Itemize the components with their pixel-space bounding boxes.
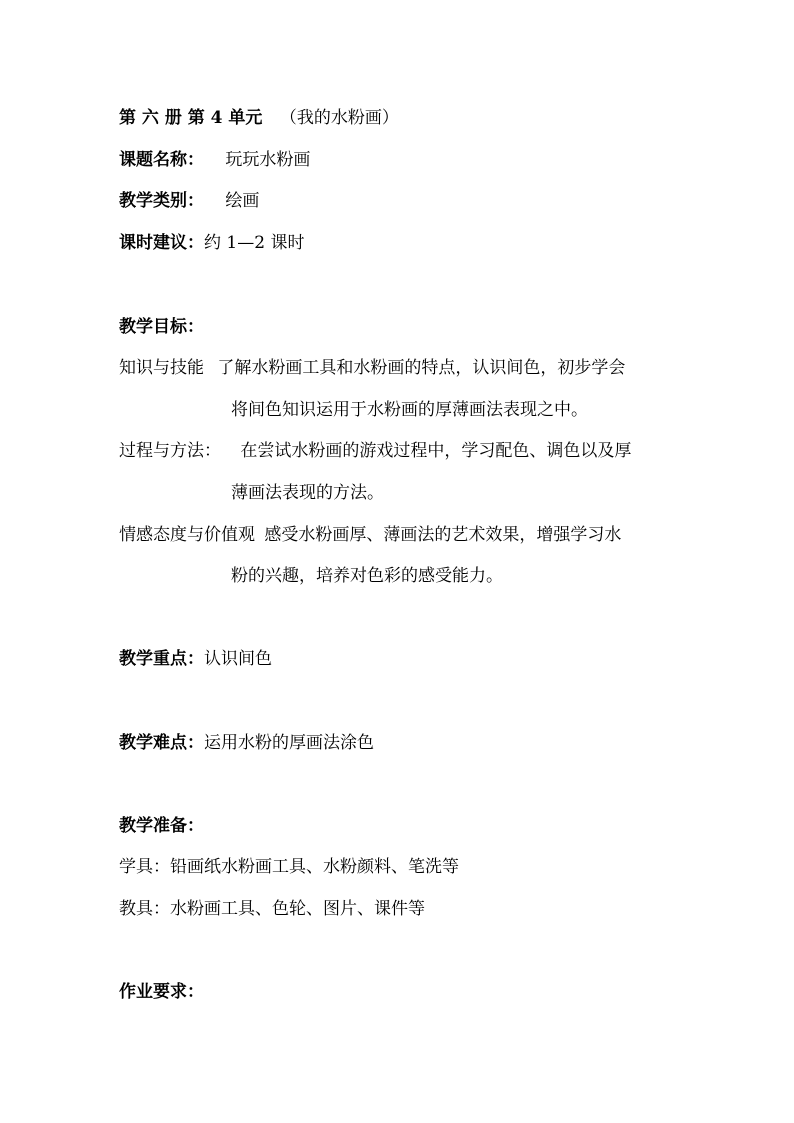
student-tools-value: 铅画纸水粉画工具、水粉颜料、笔洗等 [170,857,459,877]
knowledge-text-cont: 将间色知识运用于水粉画的厚薄画法表现之中。 [231,400,588,420]
difficulty-row [119,733,374,753]
hours-label: 课时建议： [119,233,204,253]
homework-heading: 作业要求： [119,982,204,1002]
process-label: 过程与方法： [119,441,221,461]
knowledge-row [119,358,625,378]
difficulty-value: 运用水粉的厚画法涂色 [204,733,374,753]
category-value: 绘画 [225,191,260,211]
key-point-label: 教学重点： [119,649,204,669]
category-row [119,191,259,211]
knowledge-text: 了解水粉画工具和水粉画的特点，认识间色，初步学会 [217,358,626,378]
book-unit-label: 第 六 册 第 4 单元 [119,108,263,128]
emotion-text: 感受水粉画厚、薄画法的艺术效果，增强学习水 [264,525,622,545]
key-point-value: 认识间色 [204,649,272,669]
topic-label: 课题名称： [119,150,204,170]
topic-value: 玩玩水粉画 [225,150,311,170]
emotion-row [119,525,621,545]
topic-row [119,150,310,170]
emotion-label: 情感态度与价值观 [119,525,255,545]
unit-header [119,108,399,128]
unit-name: （我的水粉画） [279,108,399,128]
key-point-row [119,649,272,669]
teacher-tools-label: 教具： [119,899,170,919]
process-text: 在尝试水粉画的游戏过程中，学习配色、调色以及厚 [240,441,632,461]
teacher-tools-value: 水粉画工具、色轮、图片、课件等 [170,899,425,919]
process-row [119,441,631,461]
teacher-tools-row [119,899,425,919]
knowledge-label: 知识与技能 [119,358,204,378]
category-label: 教学类别： [119,191,204,211]
objectives-heading: 教学目标： [119,317,204,337]
hours-value: 约 1—2 课时 [204,233,305,253]
hours-row [119,233,304,253]
preparation-heading: 教学准备： [119,816,204,836]
student-tools-row [119,857,459,877]
student-tools-label: 学具： [119,857,170,877]
difficulty-label: 教学难点： [119,733,204,753]
process-text-cont: 薄画法表现的方法。 [231,483,384,503]
emotion-text-cont: 粉的兴趣，培养对色彩的感受能力。 [231,566,503,586]
